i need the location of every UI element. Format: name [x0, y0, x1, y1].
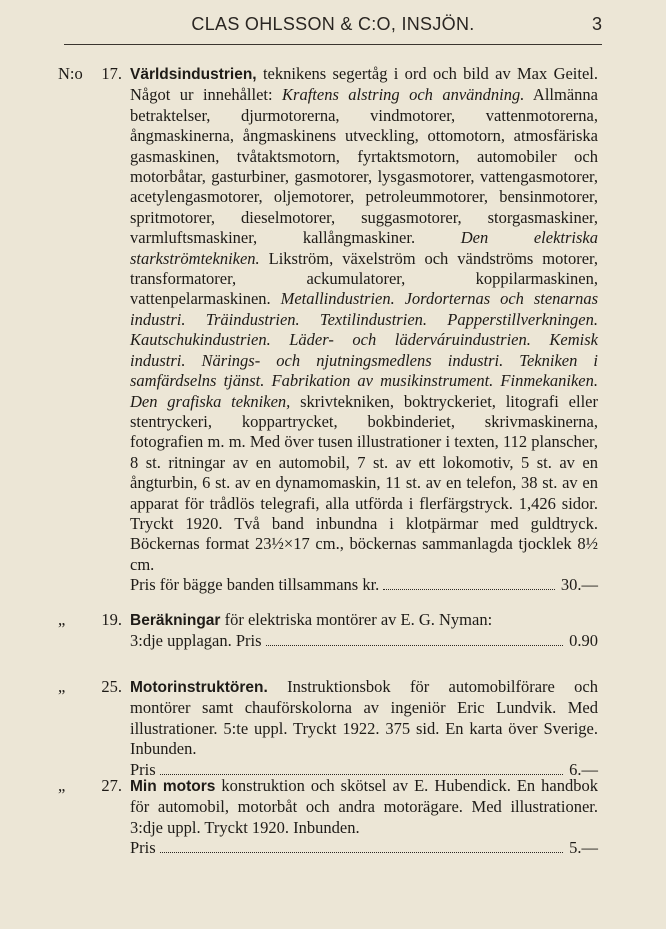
entry-prefix: [58, 610, 126, 630]
entry-prefix: [58, 776, 126, 796]
dot-leader: [266, 645, 564, 646]
entry-prefix-mark: „: [58, 610, 66, 629]
entry-description: Instruktionsbok för automobilförare och montörer samt chauförskolorna av ingeniör Eric Lundvik. Med illustrationer. 5:te uppl. Tryckt 1922. 375 sid. En karta över Sverige. Inbunden.: [130, 677, 598, 759]
header-title: CLAS OHLSSON & C:O, INSJÖN.: [191, 14, 475, 34]
dot-leader: [160, 852, 563, 853]
entry-description: teknikens segertåg i ord och bild av Max Geitel. Något ur innehållet:: [130, 64, 599, 105]
entry-prefix-mark: „: [58, 677, 66, 696]
price-line: [130, 631, 598, 651]
entry-prefix-mark: N:o: [58, 64, 83, 83]
price-value: 0.90: [569, 631, 598, 651]
entry-section-title: Den elektriska starkströmtekniken.: [130, 228, 598, 268]
entry-text: [130, 610, 598, 652]
entry-prefix: [58, 677, 126, 697]
entry-title: Beräkningar: [130, 612, 221, 629]
entry-number: 19.: [101, 610, 122, 629]
price-value: 30.—: [560, 575, 598, 595]
price-label: 3:dje upplagan. Pris: [130, 631, 262, 651]
entry-description: skrivtekniken, boktryckeriet, litografi eller stentryckeri, koppartrycket, bokbinderiet, skrivmaskinerna, fotografien m. m. Med över tusen illustrationer i texten, 112 planscher, 8 st. ritningar av en automobil, 7 st. av ett lokomotiv, 5 st. av en ångturbin, 6 st. av en dynamomaskin, 11 st. av en telefon, 38 st. av en apparat för trådlös telegrafi, alla utförda i flerfärgstryck. 1,426 sidor. Tryckt 1920. Två band inbundna i klotpärmar med guldtryck. Böckernas format 23½×17 cm., böckernas sammanlagda tjocklek 8½ cm.: [130, 391, 598, 574]
price-label: Pris: [130, 759, 156, 779]
entry-title: Världsindustrien,: [130, 66, 257, 83]
entry-number: 17.: [101, 64, 122, 83]
entry-title: Min motors: [130, 778, 216, 795]
entry-number: 25.: [101, 677, 122, 696]
entry-prefix-mark: „: [58, 776, 66, 795]
price-line: [130, 838, 598, 858]
entry-text: [130, 677, 598, 780]
price-line: [130, 575, 598, 595]
entry-description: för elektriska montörer av E. G. Nyman:: [220, 610, 493, 629]
entry-prefix: [58, 64, 126, 84]
entry-text: [130, 64, 598, 596]
entry-description: Allmänna betraktelser, djurmotorerna, vindmotorer, vattenmotorerna, ångmaskinerna, ångmaskinens utveckling, ottomotorn, atmosfäriska gasmaskinen, tvåtaktsmotorn, fyrtaktsmotorn, automobiler och motorbåtar, gasturbiner, gasmotorer, lysgasmotorer, vattengasmotorer, acetylengasmotorer, oljemotorer, petroleummotorer, bensinmotorer, spritmotorer, dieselmotorer, suggasmotorer, storgasmaskiner, varmluftsmaskiner, kallångmaskiner.: [130, 85, 599, 248]
price-value: 5.—: [569, 838, 598, 858]
entry-description: konstruktion och skötsel av E. Hubendick. En handbok för automobil, motorbåt och andra motorägare. Med illustrationer. 3:dje uppl. Tryckt 1920. Inbunden.: [130, 776, 599, 837]
entry-section-title: Kraftens alstring och användning.: [282, 85, 525, 105]
entry-number: 27.: [101, 776, 122, 795]
entry-section-title: Metallindustrien. Jordorternas och stenarnas industri. Träindustrien. Textilindustrien. Papperstillverkningen. Kautschukindustrien. Läder- och läderváruindustrien. Kemisk industri. Närings- och njutningsmedlens industri. Tekniken i samfärdselns tjänst. Fabrikation av musikinstrument. Finmekaniken. Den grafiska tekniken,: [130, 289, 598, 411]
entry-text: [130, 776, 598, 859]
dot-leader: [160, 774, 563, 775]
price-label: Pris för bägge banden tillsammans kr.: [130, 575, 380, 595]
header-rule: [64, 44, 602, 45]
dot-leader: [383, 589, 555, 590]
price-label: Pris: [130, 838, 156, 858]
price-value: 6.—: [569, 759, 598, 779]
entry-description: Likström, växelström och vändströms motorer, transformatorer, ackumulatorer, koppilarmaskinen, vattenpelarmaskinen.: [130, 248, 598, 309]
page-header: [0, 14, 666, 42]
page-number: 3: [591, 14, 602, 34]
entry-title: Motorinstruktören.: [130, 679, 268, 696]
